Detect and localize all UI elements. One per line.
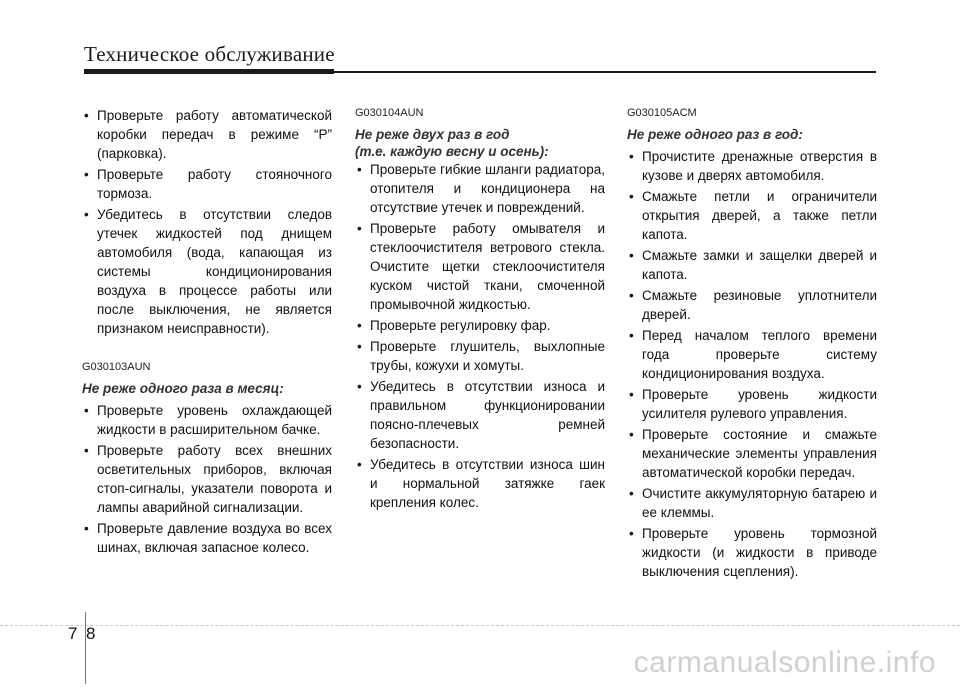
annual-bullet-list (627, 147, 877, 581)
list-item: • Проверьте давление воздуха во всех шинах, включая запасное колесо. (82, 519, 332, 557)
section-number: 7 (68, 624, 78, 643)
intro-bullet-list (82, 106, 332, 338)
list-item: • Смажьте резиновые уплотнители дверей. (627, 286, 877, 324)
biannual-bullet-list (355, 160, 605, 512)
list-item: • Смажьте замки и защелки дверей и капота. (627, 246, 877, 284)
section-code: G030103AUN (82, 361, 151, 373)
list-item: • Проверьте работу всех внешних осветительных приборов, включая стоп-сигналы, указатели поворота и лампы аварийной сигнализации. (82, 441, 332, 517)
column-1 (82, 106, 332, 559)
column-3 (627, 106, 877, 583)
section-title-line-1: Не реже двух раз в год (355, 127, 510, 142)
header-rule-thin (334, 71, 876, 73)
list-item: • Очистите аккумуляторную батарею и ее клеммы. (627, 484, 877, 522)
section-title (355, 126, 605, 160)
list-item: • Перед началом теплого времени года проверьте систему кондиционирования воздуха. (627, 326, 877, 383)
monthly-bullet-list (82, 401, 332, 557)
list-item: • Проверьте работу автоматической коробки передач в режиме “P” (парковка). (82, 106, 332, 163)
page-number-value: 8 (86, 624, 96, 643)
section-code: G030105ACM (627, 107, 697, 119)
list-item: • Убедитесь в отсутствии износа и правильном функционировании поясно-плечевых ремней безопасности. (355, 377, 605, 453)
section-code: G030104AUN (355, 107, 424, 119)
section-title-line-2: (т.е. каждую весну и осень): (355, 144, 549, 159)
section-title: Не реже одного раза в месяц: (82, 381, 284, 396)
footer-vertical-rule (85, 612, 86, 684)
list-item: • Проверьте уровень охлаждающей жидкости в расширительном бачке. (82, 401, 332, 439)
list-item: • Убедитесь в отсутствии износа шин и нормальной затяжке гаек крепления колес. (355, 455, 605, 512)
list-item: • Проверьте регулировку фар. (355, 316, 605, 335)
list-item: • Проверьте состояние и смажьте механические элементы управления автоматической коробки передач. (627, 425, 877, 482)
list-item: • Проверьте работу омывателя и стеклоочистителя ветрового стекла. Очистите щетки стеклоочистителя куском чистой ткани, смоченной промывочной жидкостью. (355, 219, 605, 314)
watermark: carmanualsonline.info (633, 646, 936, 679)
footer-dashed-rule (0, 625, 960, 627)
list-item: • Проверьте гибкие шланги радиатора, отопителя и кондиционера на отсутствие утечек и повреждений. (355, 160, 605, 217)
list-item: • Убедитесь в отсутствии следов утечек жидкостей под днищем автомобиля (вода, капающая из системы кондиционирования воздуха в процессе работы или после выключения, не является признаком неисправности). (82, 205, 332, 338)
page-header-title: Техническое обслуживание (84, 42, 335, 66)
column-2 (355, 106, 605, 514)
list-item: • Проверьте глушитель, выхлопные трубы, кожухи и хомуты. (355, 337, 605, 375)
list-item: • Проверьте уровень тормозной жидкости (и жидкости в приводе выключения сцепления). (627, 524, 877, 581)
list-item: • Смажьте петли и ограничители открытия дверей, а также петли капота. (627, 187, 877, 244)
section-title: Не реже одного раз в год: (627, 127, 803, 142)
page-number (68, 624, 95, 644)
list-item: • Проверьте работу стояночного тормоза. (82, 165, 332, 203)
list-item: • Проверьте уровень жидкости усилителя рулевого управления. (627, 385, 877, 423)
list-item: • Прочистите дренажные отверстия в кузове и дверях автомобиля. (627, 147, 877, 185)
header-rule-thick (84, 69, 334, 74)
